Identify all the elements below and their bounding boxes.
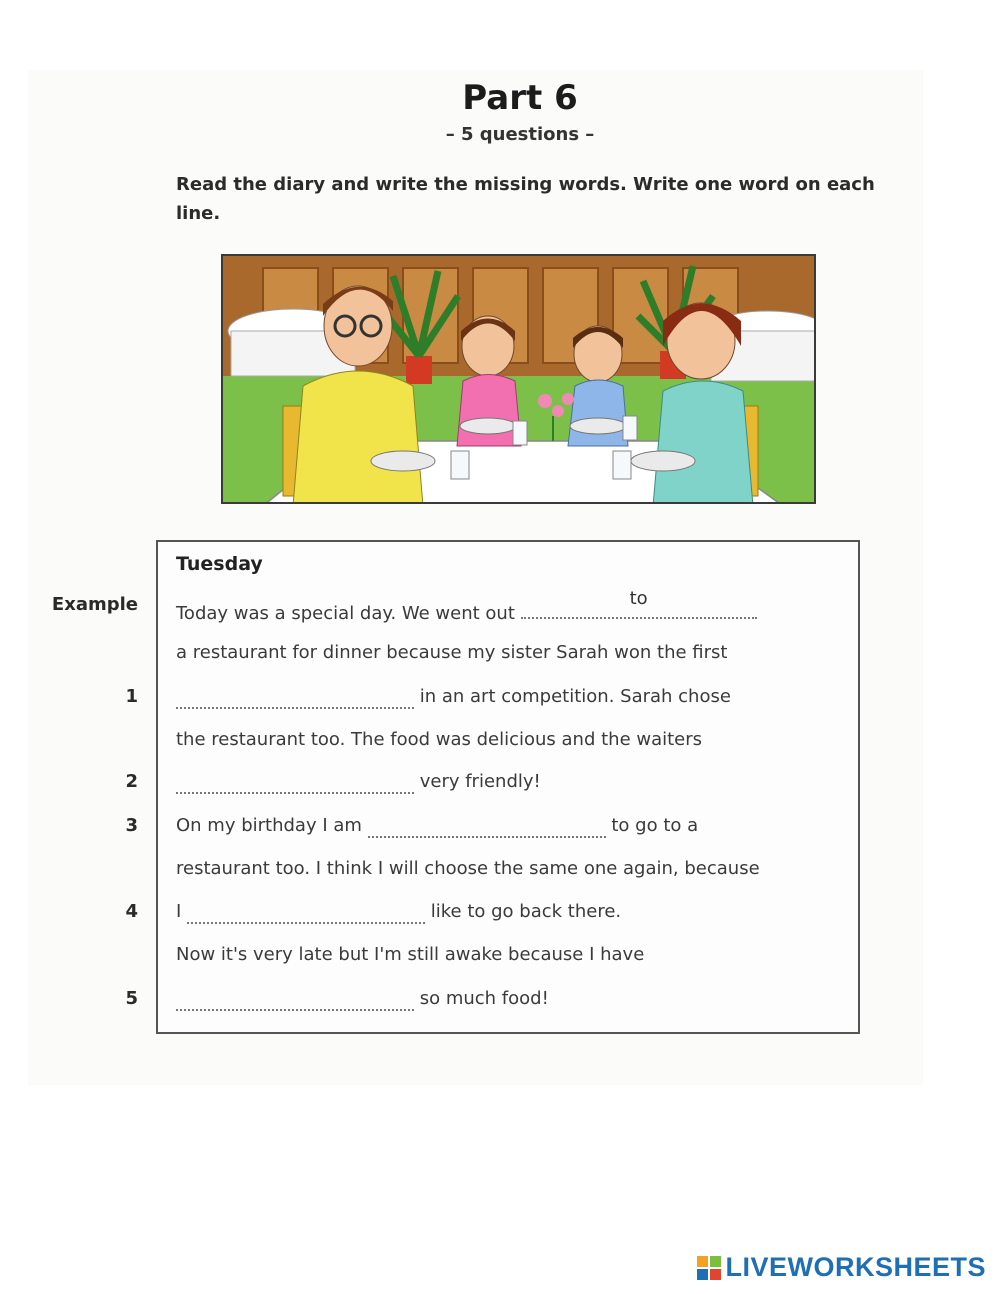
row-text-after: in an art competition. Sarah chose <box>414 686 731 707</box>
question-row-4 <box>176 897 621 927</box>
restaurant-family-illustration <box>221 254 816 504</box>
row-text-before: I <box>176 901 188 922</box>
answer-input-4[interactable] <box>187 902 425 924</box>
row-text-before: Today was a special day. We went out <box>176 603 521 624</box>
example-blank <box>521 588 757 619</box>
answer-input-2[interactable] <box>176 772 414 794</box>
diary-heading: Tuesday <box>176 553 263 575</box>
liveworksheets-logo-icon <box>696 1255 722 1281</box>
row-text-after: like to go back there. <box>425 901 622 922</box>
watermark-text: LIVEWORKSHEETS <box>725 1252 986 1282</box>
row-text-after: so much food! <box>414 988 549 1009</box>
question-row-1 <box>176 682 731 712</box>
question-row-2 <box>176 767 541 797</box>
instructions: Read the diary and write the missing words. Write one word on each line. <box>176 174 875 224</box>
question-number: 3 <box>125 815 138 836</box>
diary-line: a restaurant for dinner because my sister Sarah won the first <box>176 642 728 663</box>
page-title: Part 6 <box>462 78 578 118</box>
answer-input-1[interactable] <box>176 687 414 709</box>
diary-line: the restaurant too. The food was delicious and the waiters <box>176 729 703 750</box>
example-answer: to <box>629 588 648 609</box>
diary-line: Now it's very late but I'm still awake because I have <box>176 944 645 965</box>
row-text-after: to go to a <box>605 815 699 836</box>
page-subtitle: – 5 questions – <box>445 124 595 145</box>
question-number: 5 <box>125 988 138 1009</box>
question-number: 1 <box>125 686 138 707</box>
answer-input-5[interactable] <box>176 989 414 1011</box>
example-label: Example <box>51 594 138 615</box>
question-row-3 <box>176 811 698 841</box>
diary-line: restaurant too. I think I will choose the same one again, because <box>176 858 760 879</box>
example-row <box>176 588 757 625</box>
question-number: 4 <box>125 901 138 922</box>
row-text-before: On my birthday I am <box>176 815 368 836</box>
row-text-after: very friendly! <box>414 771 541 792</box>
question-row-5 <box>176 984 549 1014</box>
question-number: 2 <box>125 771 138 792</box>
liveworksheets-watermark <box>696 1252 986 1283</box>
answer-input-3[interactable] <box>368 816 606 838</box>
